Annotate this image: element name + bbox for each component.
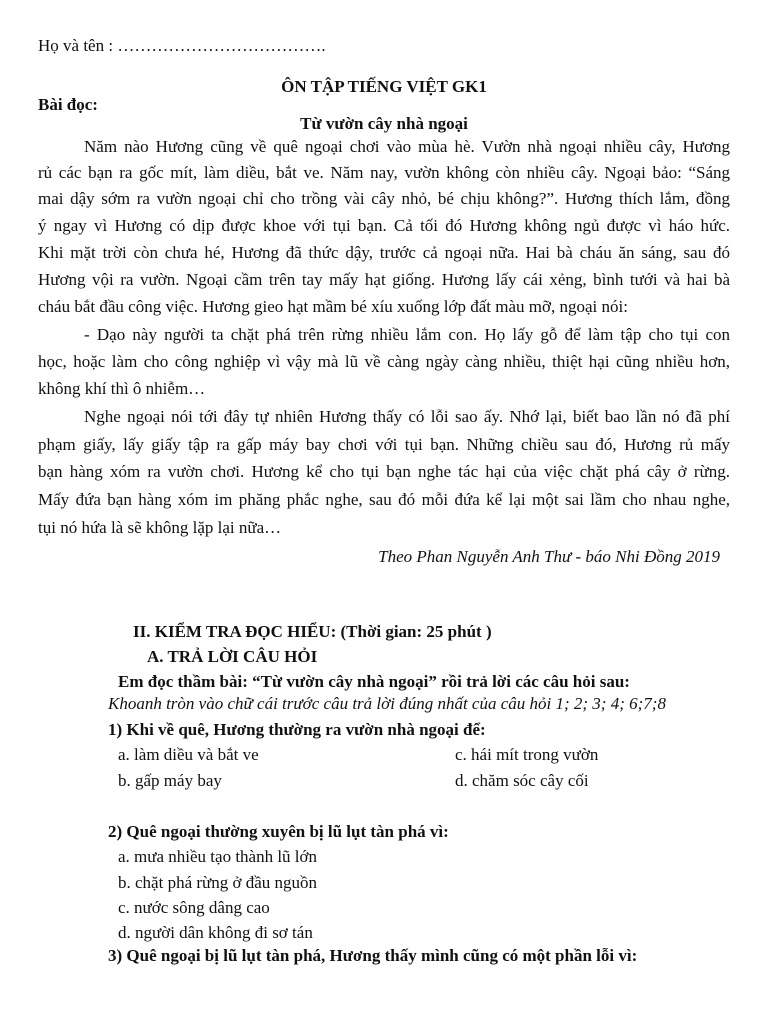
answer-option[interactable]: b. gấp máy bay [118,771,222,790]
answer-option[interactable]: d. người dân không đi sơ tán [118,923,313,942]
story-line: phạm giấy, lấy giấy tập ra gấp máy bay chơi với tụi bạn. Những chiều sau đó, Hương rủ mấy [38,435,730,454]
story-line: mai dậy sớm ra vườn ngoại chỉ cho trồng vài cây nhỏ, bé chịu không?”. Hương thích lắm, đồng [38,189,730,208]
story-line: - Dạo này người ta chặt phá trên rừng nhiều lắm con. Họ lấy gỗ để làm tập cho tụi con [84,325,730,344]
answer-option[interactable]: d. chăm sóc cây cối [455,771,589,790]
answer-option[interactable]: c. nước sông dâng cao [118,898,270,917]
story-line: rủ các bạn ra gốc mít, làm diều, bắt ve. Năm nay, vườn không còn nhiều cây. Ngoại bảo: “Sáng [38,163,730,182]
answer-option[interactable]: c. hái mít trong vườn [455,745,599,764]
answer-option[interactable]: b. chặt phá rừng ở đầu nguồn [118,873,318,892]
question-3: 3) Quê ngoại bị lũ lụt tàn phá, Hương thấy mình cũng có một phần lỗi vì: [108,946,638,965]
name-line: Họ và tên : ………………………………. [38,36,326,55]
section-subheading: A. TRẢ LỜI CÂU HỎI [147,647,318,666]
story-line: cháu bắt đầu công việc. Hương gieo hạt mầm bé xíu xuống lớp đất màu mỡ, ngoại nói: [38,297,628,316]
story-line: tụi nó hứa là sẽ không lặp lại nữa… [38,518,282,537]
section-heading: II. KIỂM TRA ĐỌC HIỂU: (Thời gian: 25 phút ) [133,622,492,641]
answer-option[interactable]: a. mưa nhiều tạo thành lũ lớn [118,847,318,866]
story-line: Năm nào Hương cũng về quê ngoại chơi vào mùa hè. Vườn nhà ngoại nhiều cây, Hương [84,137,730,156]
story-line: ý ngay vì Hương có dịp được khoe với tụi bạn. Cả tối đó Hương không ngủ được vì háo hức. [38,216,730,235]
story-line: học, hoặc làm cho công nghiệp vì vậy mà lũ về càng ngày càng nhiều, thiệt hại cũng nhiều hơn, [38,352,730,371]
story-line: Mấy đứa bạn hàng xóm im phăng phắc nghe, sau đó mỗi đứa kể lại một sai lầm cho nhau nghe, [38,490,730,509]
question-2: 2) Quê ngoại thường xuyên bị lũ lụt tàn phá vì: [108,822,449,841]
answer-option[interactable]: a. làm diều và bắt ve [118,745,259,764]
story-line: bạn hàng xóm ra vườn chơi. Hương kể cho tụi bạn nghe tác hại của việc chặt phá cây ở rừng. [38,462,730,481]
instruction: Em đọc thầm bài: “Từ vườn cây nhà ngoại” rồi trả lời các câu hỏi sau: [118,672,630,691]
story-line: Khi mặt trời còn chưa hé, Hương đã thức dậy, trước cả ngoại nữa. Hai bà cháu ăn sáng, sau đó [38,243,730,262]
question-1: 1) Khi về quê, Hương thường ra vườn nhà ngoại để: [108,720,486,739]
story-line: không khí thì ô nhiễm… [38,379,206,398]
story-title: Từ vườn cây nhà ngoại [300,114,468,133]
page-title: ÔN TẬP TIẾNG VIỆT GK1 [281,77,487,96]
story-source: Theo Phan Nguyễn Anh Thư - báo Nhi Đồng 2019 [378,547,720,566]
reading-label: Bài đọc: [38,95,98,114]
story-line: Nghe ngoại nói tới đây tự nhiên Hương thấy có lỗi sao ấy. Nhớ lại, biết bao lần nó đã phí [84,407,730,426]
instruction-note: Khoanh tròn vào chữ cái trước câu trả lời đúng nhất của câu hỏi 1; 2; 3; 4; 6;7;8 [108,694,666,713]
story-line: Hương vội ra vườn. Ngoại cầm trên tay mấy hạt giống. Hương lấy cái xẻng, bình tưới và hai bà [38,270,730,289]
